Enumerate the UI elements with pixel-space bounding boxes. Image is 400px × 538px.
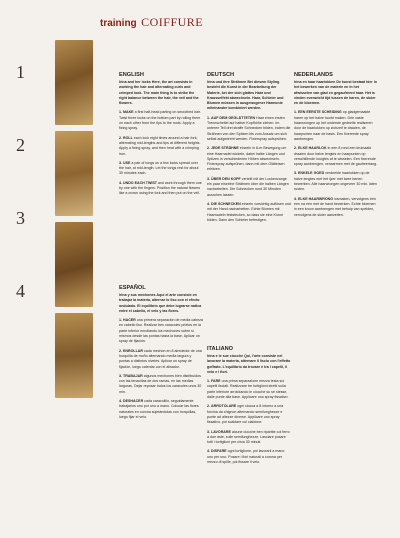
instruction-step: 4. UNDO EACH TWIST and work through them one by one with the fingers. Position the natural flowers like a crown using the fork and then put on the veil. — [119, 180, 202, 196]
instruction-step: 3. ÜBER DEN KOPF verteilt mit der Lockenzange ein paar einzelne Strähnen über die halben Längen nacharbeiten. Die Schnecken rund 30 Minuten ausruhen lassen. — [207, 176, 289, 197]
intro-text: Irina e le sue ciocche Qui, l'arte consiste nel lavorare la materia, alternare il liscio con l'effetto goffrato. L'equilibrio da trovare è tra i capelli, il velo e i fiori. — [207, 354, 291, 374]
instruction-step: 2. ELKE HAARLOK in een 8 rond een krulnaald draaien door halve lengtes en haarpunten op verschillende hoogtes af te wisselen. Een fixerende spray aanbrengen, verwarmen met de gaufreertang. — [294, 146, 378, 167]
nederlands-column — [294, 72, 378, 222]
instruction-step: 3. ENKELE GOED verdeelde haarlokken op de halve lengtes met het ijzer met twee benen bewerken. Alle haarwrongen ongeveer 30 min. laten rusten. — [294, 171, 377, 192]
instruction-step: 1. EEN EERSTE SCHEIDING op gladgemaakte haren op het halve hoofd maken. Drie vaste haarwrongen op het onderste gedeelte realiseren door de haarlokken op zichzelf te draaien, de haarpunten naar de basis. Een fixerende spray aanbrengen. — [294, 110, 373, 141]
instruction-step: 4. ELKE HAARWRONG losmaken, vervolgens één een na één met de hand bewerken. Echte bloemen in een kroon aanbrengen met behulp van spelden, vervolgens de sluier aanzetten. — [294, 196, 376, 217]
instruction-step: 4. DIE SCHNECKEN einzeln vorsichtig auflösen und mit der Hand nacharbeiten. Echte Blumen mit Haarnadeln feststecken, so dass sie eine Krone bilden. Dann den Schleier befestigen. — [207, 201, 291, 222]
instruction-step: 4. DISFARE ogni tortiglione, poi lavorarli a mano uno per uno. Posare i fiori naturali a corona per mezzo di spille, poi fissare il velo. — [207, 449, 285, 465]
page-header — [100, 13, 203, 31]
instruction-step: 1. AUF DEM GEGLÄTTETEN Haar einen ersten Trennscheitel auf halber Kopfhöhe ziehen. Im unteren Teil drei straffe Schnecken bilden, indem die Strähnen von den Spitzen bis zum Ansatz um sich selbst aufgedreht werden. Fixierspray aufsprühen. — [207, 115, 291, 141]
instruction-step: 2. ARROTOLARE ogni ciocca a 8 intorno a una forcina da chignon alternando semilunghezze e punte ad altezze diverse. Applicare uno spray fissativo, poi scaldare col cialdone. — [207, 404, 284, 425]
instruction-step: 1. HACER una primera separación de media cabeza en cabello liso. Realizar tres caracoles prietos en la parte inferior enrollando los mechones sobre sí mismos desde las puntas hasta la base. Aplicar un spray de fijación. — [119, 318, 203, 344]
intro-text: Irina und ihre Strähnen Bei diesem Styling besteht die Kunst in der Bearbeitung der Materie, bei der sich glattes Haar und Krausseffekt abwechseln. Haar, Schleier und Blumen müssen in ausgewogener Harmonie miteinander kombiniert werden. — [207, 80, 284, 111]
section-label: training — [100, 18, 137, 29]
instruction-step: 1. MAKE a first half-head parting on smoothed hair. Twist three locks on the bottom part by rolling them on each other from the tips to the roots. Apply a fixing spray. — [119, 110, 201, 131]
instruction-step: 3. LAVORARE alcune ciocche ben ripartite col ferro a due aste, sulle semilunghezze. Lasciare posare tutti i tortiglioni per circa 30 minuti. — [207, 429, 290, 445]
instruction-step: 2. JEDE STRÄHNE einzeln in 8-er Bewegung um eine Haarnadel wickeln, dabei halbe Längen und Spitzen in verschiedenen Höhen abwechseln. Fixierspray aufsprühen, dann mit dem Glätteisen erhitzen. — [207, 146, 287, 172]
intro-text: Irina y sus mechones Aquí el arte consiste en trabajar la materia, alternar lo liso con el efecto ondulado. El equilibrio que debe lograrse radica entre el cabello, el velo y las flores. — [119, 293, 202, 313]
instruction-step: 2. ENROLLAR cada mechón en 8 alrededor de una horquilla de moño alternando media largura y puntas a distintos niveles. Aplicar un spray de fijación, luego calentar con el alisador. — [119, 348, 202, 369]
step-number: 3 — [16, 208, 25, 228]
italiano-column — [207, 346, 291, 469]
intro-text: Irina and her locks Here, the art consists in working the hair and alternating curls and crimped look. The main thing is to strike the right balance between the hair, the veil and the flowers. — [119, 80, 199, 106]
english-column — [119, 72, 203, 201]
intro-text: Irina en haar haarlokken De kunst bestaat hier in het bewerken van de materie en in het afwisselen van glad en gegaufreerd haar. Het is vinden evenwicht tijd tussen de haren, de sluier en de bloemen. — [294, 80, 377, 106]
hair-photo — [55, 131, 93, 216]
step-numbers — [16, 62, 38, 354]
instruction-step: 1. FARE una prima separazione mezza testa sui capelli lisciati. Realizzare tre tortiglioni stretti sulla parte inferiore arrotolando le ciocche su sé stesse, dalle punte alla base. Applicare uno spray fissativo. — [207, 379, 289, 400]
language-title: ESPAÑOL — [119, 285, 146, 291]
language-title: NEDERLANDS — [294, 72, 333, 78]
language-title: DEUTSCH — [207, 72, 235, 78]
step-number: 1 — [16, 62, 25, 82]
instruction-step: 2. ROLL each lock eight times around a hair fork, alternating mid-lengths and tips at different heights. Apply a fixing spray, and then heat with a crimping iron. — [119, 135, 201, 156]
hair-photo — [55, 313, 93, 398]
instruction-step: 3. USE a pair of tongs on a few locks spread over the hair, at mid-length. Let the tongs rest for about 30 minutes each. — [119, 160, 199, 176]
step-number: 4 — [16, 281, 25, 301]
magazine-title: COIFFURE — [141, 15, 204, 29]
instruction-step: 3. TRABAJAR algunos mechones bien distribuidos con las tenacillas de dos ramas, en las medias larguras. Dejar reposar todos los caracoles unos 30 min. — [119, 373, 202, 394]
photo-strip — [55, 40, 93, 404]
deutsch-column — [207, 72, 291, 227]
hair-photo — [55, 222, 93, 307]
language-title: ITALIANO — [207, 346, 233, 352]
step-number: 2 — [16, 135, 25, 155]
language-title: ENGLISH — [119, 72, 144, 78]
instruction-step: 4. DESHACER cada caracolillo, seguidamente trabajarlos uno por uno a mano. Colocar las flores naturales en corona sujetándolas con horquillas, luego fijar el velo. — [119, 399, 199, 419]
hair-photo — [55, 40, 93, 125]
espanol-column — [119, 285, 203, 424]
